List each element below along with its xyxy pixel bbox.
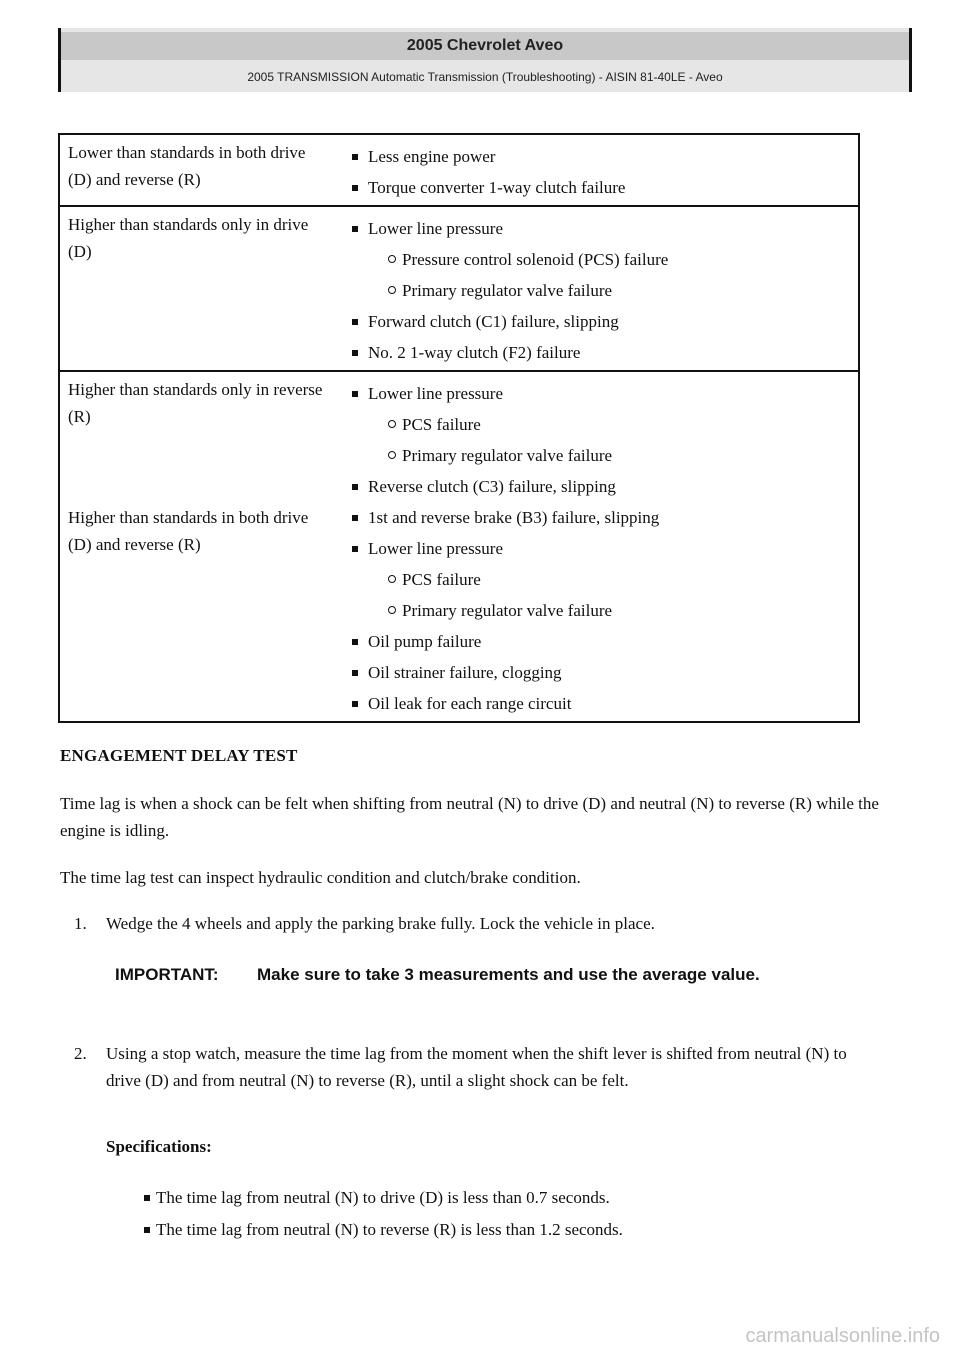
- list-item: Lower line pressure: [338, 213, 858, 244]
- list-item: Oil pump failure: [338, 626, 858, 657]
- list-item: Pressure control solenoid (PCS) failure: [338, 244, 858, 275]
- watermark: carmanualsonline.info: [745, 1325, 940, 1347]
- causes-cell: [338, 134, 859, 206]
- list-item: Primary regulator valve failure: [338, 595, 858, 626]
- list-item: PCS failure: [338, 409, 858, 440]
- list-item: Lower line pressure: [338, 378, 858, 409]
- important-label: IMPORTANT:: [115, 965, 219, 984]
- diagnosis-table: [58, 133, 860, 723]
- condition-cell: [59, 206, 338, 371]
- list-item: Less engine power: [338, 141, 858, 172]
- condition-text: Higher than standards only in drive (D): [68, 215, 309, 261]
- condition-text: Higher than standards in both drive (D) and reverse (R): [68, 508, 309, 554]
- list-item: PCS failure: [338, 564, 858, 595]
- section-heading: ENGAGEMENT DELAY TEST: [60, 746, 298, 765]
- step-text: Wedge the 4 wheels and apply the parking brake fully. Lock the vehicle in place.: [106, 914, 655, 933]
- table-row: [59, 206, 859, 371]
- list-item: Reverse clutch (C3) failure, slipping: [338, 471, 858, 502]
- condition-cell: [59, 371, 338, 722]
- document-header: [58, 28, 912, 92]
- header-title: 2005 Chevrolet Aveo: [61, 32, 909, 60]
- step-number: 1.: [74, 914, 87, 933]
- condition-cell: [59, 134, 338, 206]
- list-item: Oil strainer failure, clogging: [338, 657, 858, 688]
- important-text: Make sure to take 3 measurements and use the average value.: [257, 965, 760, 984]
- header-subtitle: 2005 TRANSMISSION Automatic Transmission (Troubleshooting) - AISIN 81-40LE - Aveo: [247, 70, 723, 84]
- list-item: Oil leak for each range circuit: [338, 688, 858, 719]
- specifications-list: [106, 1184, 866, 1248]
- list-item: The time lag from neutral (N) to reverse (R) is less than 1.2 seconds.: [106, 1216, 866, 1248]
- causes-cell: [338, 206, 859, 371]
- step-text: Using a stop watch, measure the time lag from the moment when the shift lever is shifted from neutral (N) to drive (D) and from neutral (N) to reverse (R), until a slight shock can be felt.: [106, 1044, 847, 1090]
- list-item: The time lag from neutral (N) to drive (D) is less than 0.7 seconds.: [106, 1184, 866, 1216]
- list-item: Torque converter 1-way clutch failure: [338, 172, 858, 203]
- list-item: No. 2 1-way clutch (F2) failure: [338, 337, 858, 368]
- list-item: 1st and reverse brake (B3) failure, slipping: [338, 502, 858, 533]
- cause-list: [338, 213, 858, 368]
- causes-cell: [338, 371, 859, 722]
- cause-list: [338, 141, 858, 203]
- list-item: Lower line pressure: [338, 533, 858, 564]
- condition-text: Lower than standards in both drive (D) and reverse (R): [68, 143, 306, 189]
- condition-text: Higher than standards only in reverse (R): [68, 380, 323, 426]
- table-row: [59, 371, 859, 722]
- list-item: Primary regulator valve failure: [338, 275, 858, 306]
- paragraph: Time lag is when a shock can be felt when shifting from neutral (N) to drive (D) and neutral (N) to reverse (R) while the engine is idling.: [60, 794, 879, 840]
- condition-spacer: [68, 430, 330, 504]
- specifications-label: Specifications:: [106, 1137, 212, 1156]
- list-item: Primary regulator valve failure: [338, 440, 858, 471]
- list-item: Forward clutch (C1) failure, slipping: [338, 306, 858, 337]
- paragraph: The time lag test can inspect hydraulic condition and clutch/brake condition.: [60, 868, 581, 887]
- step-number: 2.: [74, 1044, 87, 1063]
- table-row: [59, 134, 859, 206]
- cause-list: [338, 378, 858, 719]
